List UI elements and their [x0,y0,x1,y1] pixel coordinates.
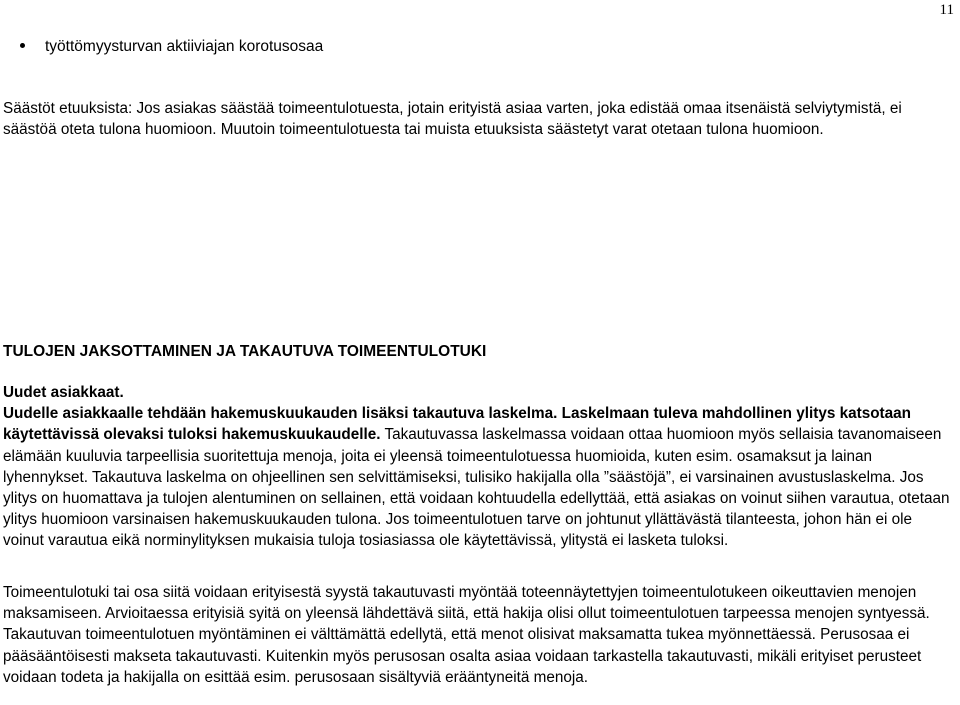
main-paragraph [3,382,953,552]
new-clients-label: Uudet asiakkaat. [3,384,124,401]
section-heading: TULOJEN JAKSOTTAMINEN JA TAKAUTUVA TOIMEENTULOTUKI [3,343,487,360]
savings-paragraph: Säästöt etuuksista: Jos asiakas säästää toimeentulotuesta, jotain erityistä asiaa varten, joka edistää omaa itsenäistä selviytymistä, ei säästöä oteta tulona huomioon. Muutoin toimeentulotuesta tai muista etuuksista säästetyt varat otetaan tulona huomioon. [3,100,902,139]
bullet-text: työttömyysturvan aktiiviajan korotusosaa [45,38,324,55]
retroactive-rule-text: Uudelle asiakkaalle tehdään hakemuskuukauden lisäksi takautuva laskelma. Laskelmaan tuleva mahdollinen ylitys katsotaan käytettävissä olevaksi tuloksi hakemuskuukaudelle. [3,405,912,444]
page-number: 11 [939,2,954,18]
bullet-icon [20,43,25,48]
retroactive-support-paragraph: Toimeentulotuki tai osa siitä voidaan erityisestä syystä takautuvasti myöntää toteennäytettyjen toimeentulotukeen oikeuttavien menojen maksamiseen. Arvioitaessa erityisiä syitä on yleensä lähdettävä siitä, että hakija olisi ollut toimeentulotuen tarpeessa menojen syntyessä. Takautuvan toimeentulotuen myöntäminen ei välttämättä edellytä, että menot olisivat maksamatta tukea myönnettäessä. Perusosaa ei pääsääntöisesti makseta takautuvasti. Kuitenkin myös perusosan osalta asiaa voidaan tarkastella takautuvasti, mikäli erityiset perusteet voidaan todeta ja hakijalla on esittää esim. perusosaan sisältyviä erääntyneitä menoja. [3,584,930,686]
bullet-list-item [20,36,323,57]
retroactive-explanation: Takautuvassa laskelmassa voidaan ottaa huomioon myös sellaisia tavanomaiseen elämään kuuluvia tarpeellisia suoritettuja menoja, joita ei yleensä toimeentulotuessa huomioida, kuten esim. osamaksut ja lainan lyhennykset. Takautuva laskelma on ohjeellinen sen selvittämiseksi, tulisiko hakijalla olla ”säästöjä”, ei varsinainen avustuslaskelma. Jos ylitys on huomattava ja tulojen alentuminen on sellainen, että voidaan kohtuudella edellyttää, että asiakas on voinut siihen varautua, otetaan ylitys huomioon varsinaisen hakemuskuukauden tulona. Jos toimeentulotuen tarve on johtunut yllättävästä tilanteesta, johon hän ei ole voinut varautua eikä norminylityksen mukaisia tuloja tosiasiassa ole käytettävissä, ylitystä ei lasketa tuloksi. [3,426,950,550]
